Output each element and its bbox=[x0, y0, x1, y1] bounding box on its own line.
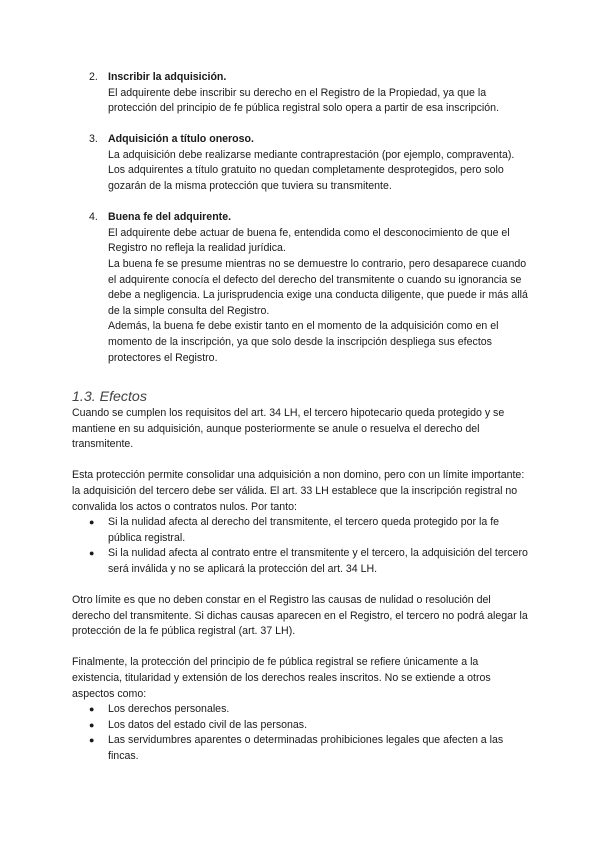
item-number: 3. bbox=[89, 133, 98, 146]
bullet-list-2 bbox=[72, 702, 530, 764]
item-paragraph: El adquirente debe inscribir su derecho en el Registro de la Propiedad, ya que la protección del principio de fe pública registral solo opera a partir de esa inscripción. bbox=[108, 86, 500, 115]
paragraph-2: Esta protección permite consolidar una adquisición a non domino, pero con un límite importante: la adquisición del tercero debe ser válida. El art. 33 LH establece que la inscripción registral no convalida los actos o contratos nulos. Por tanto: bbox=[72, 469, 525, 513]
bullet-icon: ● bbox=[89, 517, 95, 528]
item-number: 4. bbox=[89, 211, 98, 224]
item-paragraph: El adquirente debe actuar de buena fe, entendida como el desconocimiento de que el Registro no refleja la realidad jurídica. bbox=[108, 226, 510, 255]
item-paragraph: Además, la buena fe debe existir tanto en el momento de la adquisición como en el momento de la inscripción, ya que solo desde la inscripción despliega sus efectos protectores el Registro. bbox=[108, 320, 499, 364]
item-title: Inscribir la adquisición. bbox=[108, 71, 227, 83]
bullet-icon: ● bbox=[89, 548, 95, 559]
paragraph-3: Otro límite es que no deben constar en el Registro las causas de nulidad o resolución del derecho del transmitente. Si dichas causas aparecen en el Registro, el tercero no podrá alegar la protección de la fe pública registral (art. 37 LH). bbox=[72, 594, 528, 638]
bullet-list-1 bbox=[72, 515, 530, 577]
item-paragraph: La buena fe se presume mientras no se demuestre lo contrario, pero desaparece cuando el adquirente conocía el defecto del derecho del transmitente o cuando su ignorancia se debe a negligencia. La jurisprudencia exige una conducta diligente, que puede ir más allá de la simple consulta del Registro. bbox=[108, 257, 528, 317]
list-item: ● Los derechos personales. bbox=[72, 702, 530, 718]
item-paragraph: La adquisición debe realizarse mediante contraprestación (por ejemplo, compraventa). Los adquirentes a título gratuito no quedan completamente desprotegidos, pero solo gozarán de la misma protección que tuviera su transmitente. bbox=[108, 148, 515, 193]
requirement-item-2 bbox=[72, 70, 530, 117]
item-title: Buena fe del adquirente. bbox=[108, 211, 232, 224]
paragraph-4: Finalmente, la protección del principio de fe pública registral se refiere únicamente a la existencia, titularidad y extensión de los derechos reales inscritos. No se extiende a otros aspectos como: bbox=[72, 656, 491, 700]
section-heading: 1.3. Efectos bbox=[72, 389, 147, 406]
item-title: Adquisición a título oneroso. bbox=[108, 133, 254, 146]
paragraph-1: Cuando se cumplen los requisitos del art. 34 LH, el tercero hipotecario queda protegido y se mantiene en su adquisición, aunque posteriormente se anule o resuelva el derecho del transmitente. bbox=[72, 407, 505, 451]
list-item: ● Si la nulidad afecta al derecho del transmitente, el tercero queda protegido por la fe pública registral. bbox=[89, 516, 500, 544]
bullet-icon: ● bbox=[89, 719, 95, 730]
list-item: ● Los datos del estado civil de las personas. bbox=[72, 718, 530, 734]
document-page bbox=[72, 70, 530, 764]
requirement-item-4 bbox=[72, 210, 530, 366]
bullet-icon: ● bbox=[89, 735, 95, 746]
requirement-item-3 bbox=[72, 132, 530, 194]
bullet-icon: ● bbox=[89, 704, 95, 715]
list-item: ● Si la nulidad afecta al contrato entre el transmitente y el tercero, la adquisición del tercero será inválida y no se aplicará la protección del art. 34 LH. bbox=[89, 547, 528, 575]
item-number: 2. bbox=[89, 71, 98, 83]
list-item: ● Las servidumbres aparentes o determinadas prohibiciones legales que afecten a las fincas. bbox=[89, 734, 504, 762]
